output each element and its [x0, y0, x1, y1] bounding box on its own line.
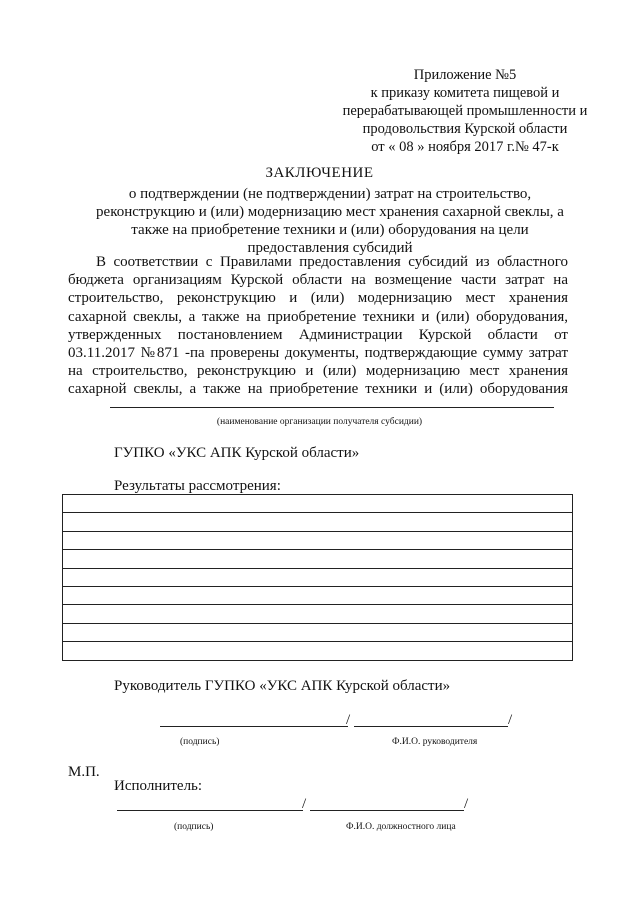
results-row	[63, 568, 573, 586]
executor-signature-line	[117, 810, 303, 811]
executor-name-caption: Ф.И.О. должностного лица	[346, 822, 456, 832]
results-row	[63, 495, 573, 513]
results-cell	[63, 568, 573, 586]
results-table	[62, 494, 573, 661]
executor-separator: /	[464, 796, 469, 812]
executor-signature-caption: (подпись)	[174, 822, 214, 832]
body-line: сахарной свеклы, а также на приобретение техники и (или) оборудования	[68, 381, 568, 398]
results-row	[63, 531, 573, 549]
subject-line: предоставления субсидий	[247, 240, 413, 256]
appendix-line: продовольствия Курской области	[362, 121, 568, 137]
executor-label: Исполнитель:	[114, 778, 203, 794]
head-name-line	[354, 726, 508, 727]
body-line: В соответствии с Правилами предоставления субсидий из областного	[96, 254, 568, 270]
body-line: бюджета организациям Курской области на возмещение части затрат на	[68, 272, 568, 289]
results-row	[63, 586, 573, 604]
results-row	[63, 550, 573, 568]
results-cell	[63, 531, 573, 549]
results-row	[63, 605, 573, 623]
body-line: утвержденных постановлением Администрации Курской области от	[68, 326, 568, 343]
results-cell	[63, 605, 573, 623]
results-row	[63, 623, 573, 641]
seal-place: М.П.	[68, 764, 100, 780]
appendix-line: от « 08 » ноября 2017 г.№ 47-к	[371, 139, 559, 155]
executor-name-line	[310, 810, 464, 811]
results-cell	[63, 550, 573, 568]
appendix-line: перерабатывающей промышленности и	[342, 103, 588, 119]
head-signature-line	[160, 726, 348, 727]
body-line: строительство, реконструкцию и (или) модернизацию мест хранения	[68, 290, 568, 307]
appendix-line: Приложение №5	[413, 67, 517, 83]
head-signature-caption: (подпись)	[180, 737, 220, 747]
recipient-underline	[110, 407, 554, 408]
document-subject	[50, 185, 610, 257]
head-signature-label: Руководитель ГУПКО «УКС АПК Курской области»	[114, 678, 451, 694]
document-title: ЗАКЛЮЧЕНИЕ	[265, 165, 374, 181]
subject-line: о подтверждении (не подтверждении) затрат на строительство,	[128, 186, 532, 202]
results-row	[63, 513, 573, 531]
appendix-line: к приказу комитета пищевой и	[370, 85, 560, 101]
results-cell	[63, 642, 573, 660]
body-line: 03.11.2017 №871 -па проверены документы, подтверждающие сумму затрат	[68, 345, 568, 362]
results-label: Результаты рассмотрения:	[114, 478, 281, 494]
appendix-header	[300, 66, 630, 156]
results-cell	[63, 513, 573, 531]
results-cell	[63, 623, 573, 641]
body-paragraph	[68, 253, 568, 399]
executor-separator: /	[302, 796, 307, 812]
results-row	[63, 642, 573, 660]
subject-line: также на приобретение техники и (или) оборудования на цели	[131, 222, 529, 238]
recipient-caption: (наименование организации получателя субсидии)	[216, 417, 423, 427]
head-separator: /	[346, 712, 351, 728]
results-cell	[63, 586, 573, 604]
subject-line: реконструкцию и (или) модернизацию мест хранения сахарной свеклы, а	[96, 204, 564, 220]
head-name-caption: Ф.И.О. руководителя	[392, 737, 478, 747]
body-line: на строительство, реконструкцию и (или) модернизацию мест хранения	[68, 363, 568, 380]
organization-name: ГУПКО «УКС АПК Курской области»	[114, 445, 360, 461]
head-separator: /	[508, 712, 513, 728]
results-cell	[63, 495, 573, 513]
body-line: сахарной свеклы, а также на приобретение техники и (или) оборудования,	[68, 308, 568, 325]
